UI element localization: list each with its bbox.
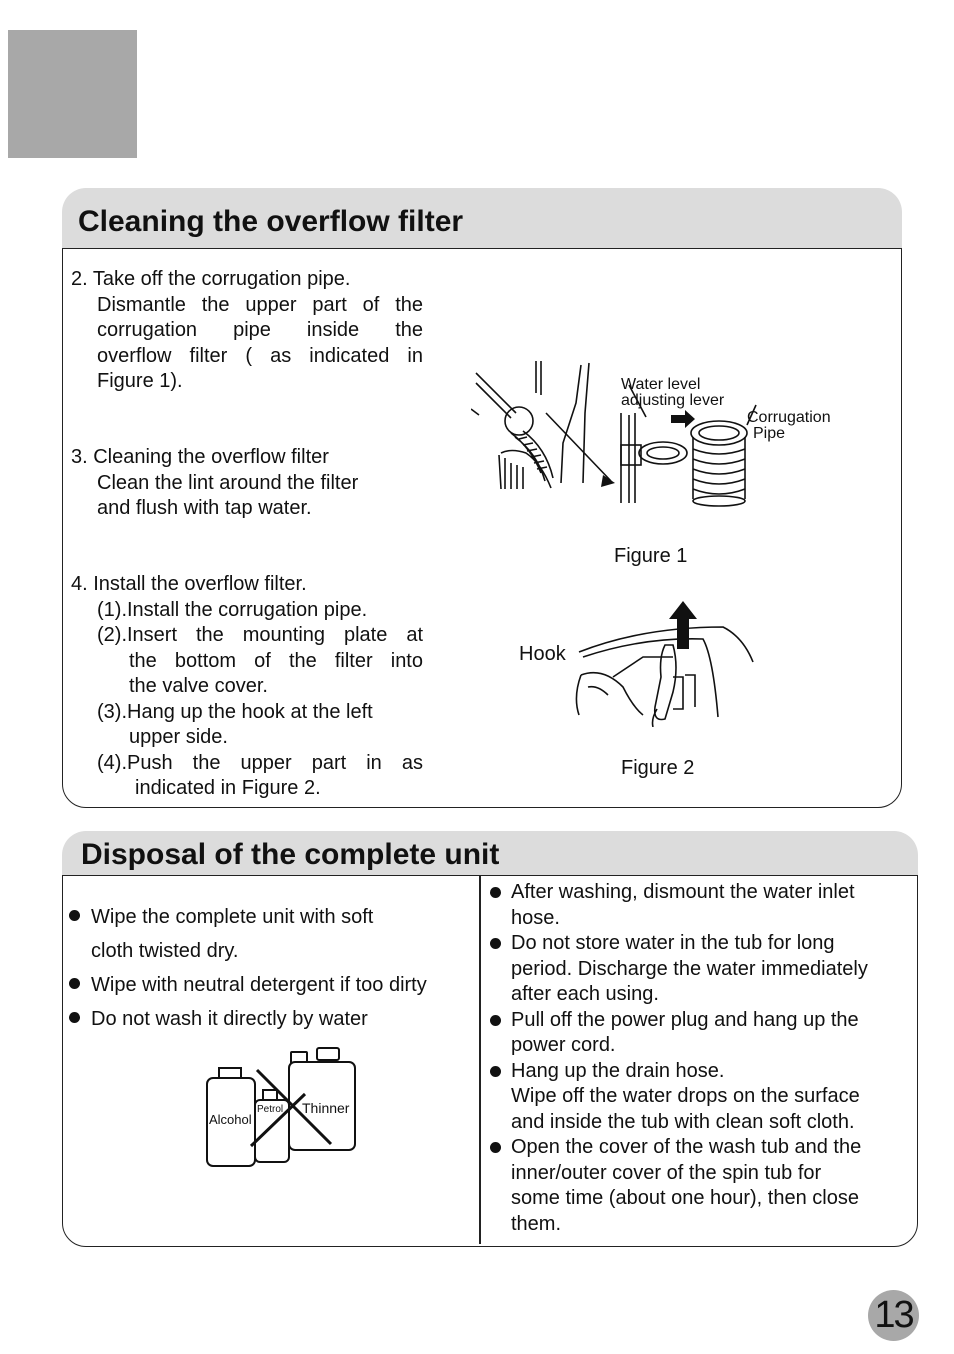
list-item-text: Open the cover of the wash tub and the bbox=[511, 1136, 862, 1158]
step-line: 4. Install the overflow filter. bbox=[71, 573, 307, 595]
section-header bbox=[62, 188, 902, 248]
bullet-icon bbox=[490, 938, 501, 949]
bullet-icon bbox=[69, 910, 80, 921]
step-line: (3).Hang up the hook at the left bbox=[97, 700, 373, 723]
section-body bbox=[62, 875, 918, 1247]
step-line: overflow filter ( as indicated in bbox=[97, 344, 423, 367]
list-item bbox=[63, 1002, 477, 1036]
bullet-icon bbox=[490, 887, 501, 898]
list-item-text: period. Discharge the water immediately bbox=[511, 957, 868, 980]
label-line: adjusting lever bbox=[621, 392, 725, 409]
step-line: upper side. bbox=[129, 726, 228, 748]
bullet-icon bbox=[490, 1142, 501, 1153]
right-care-list bbox=[487, 880, 917, 1237]
label-line: Corrugation bbox=[747, 409, 831, 426]
list-item-text: inner/outer cover of the spin tub for bbox=[511, 1161, 822, 1184]
step-2 bbox=[71, 267, 423, 395]
figure-2-illustration bbox=[573, 597, 758, 727]
list-item-text: hose. bbox=[511, 906, 560, 929]
step-line: Clean the lint around the filter bbox=[97, 471, 359, 494]
step-line: (2).Insert the mounting plate at bbox=[97, 624, 423, 646]
list-item-text: power cord. bbox=[511, 1034, 616, 1056]
bullet-icon bbox=[69, 978, 80, 989]
list-item bbox=[63, 900, 477, 968]
step-line: corrugation pipe inside the bbox=[97, 319, 423, 341]
step-line: Figure 1). bbox=[97, 370, 183, 392]
list-item bbox=[487, 931, 917, 1008]
list-item-text: after each using. bbox=[511, 983, 659, 1005]
bullet-icon bbox=[490, 1015, 501, 1026]
step-line: Dismantle the upper part of the bbox=[97, 293, 423, 316]
step-line: and flush with tap water. bbox=[97, 497, 312, 519]
section-header bbox=[62, 831, 918, 875]
list-item-text: Wipe off the water drops on the surface bbox=[511, 1085, 860, 1107]
column-divider bbox=[479, 876, 481, 1244]
label-line: Pipe bbox=[753, 425, 786, 442]
list-item-text: Wipe the complete unit with soft bbox=[91, 906, 374, 928]
label-line: Water level bbox=[621, 376, 701, 393]
label-thinner: Thinner bbox=[302, 1100, 350, 1116]
label-corrugation-pipe bbox=[747, 410, 831, 442]
list-item bbox=[487, 1008, 917, 1059]
list-item-text: Do not store water in the tub for long bbox=[511, 932, 835, 954]
step-line: (1).Install the corrugation pipe. bbox=[97, 598, 368, 621]
label-alcohol: Alcohol bbox=[209, 1112, 252, 1127]
step-line: the bottom of the filter into bbox=[129, 649, 423, 672]
list-item-text: and inside the tub with clean soft cloth. bbox=[511, 1110, 855, 1133]
list-item bbox=[63, 968, 477, 1002]
left-care-list bbox=[63, 900, 477, 1036]
corner-gray-block bbox=[8, 30, 137, 158]
label-water-level-lever bbox=[621, 377, 724, 409]
list-item-text: Do not wash it directly by water bbox=[91, 1008, 368, 1030]
list-item-text: some time (about one hour), then close bbox=[511, 1187, 859, 1209]
list-item bbox=[487, 880, 917, 931]
list-item-text: Hang up the drain hose. bbox=[511, 1059, 725, 1082]
section-body bbox=[62, 248, 902, 808]
label-hook: Hook bbox=[519, 643, 566, 665]
step-line: 3. Cleaning the overflow filter bbox=[71, 446, 329, 468]
list-item-text: Pull off the power plug and hang up the bbox=[511, 1008, 859, 1031]
step-3 bbox=[71, 445, 423, 522]
figure-2-caption: Figure 2 bbox=[621, 757, 695, 779]
bullet-icon bbox=[490, 1066, 501, 1077]
step-4 bbox=[71, 572, 423, 802]
step-line: indicated in Figure 2. bbox=[135, 777, 321, 799]
list-item-text: them. bbox=[511, 1212, 562, 1235]
step-line: the valve cover. bbox=[129, 675, 268, 697]
label-petrol: Petrol bbox=[257, 1104, 284, 1115]
section-cleaning-overflow-filter bbox=[62, 188, 902, 810]
step-line: 2. Take off the corrugation pipe. bbox=[71, 268, 351, 290]
page-number: 13 bbox=[868, 1290, 919, 1341]
step-line: (4).Push the upper part in as bbox=[97, 751, 423, 774]
list-item-text: After washing, dismount the water inlet bbox=[511, 881, 855, 903]
section-title: Cleaning the overflow filter bbox=[78, 205, 464, 238]
section-disposal bbox=[62, 831, 918, 1249]
section-title: Disposal of the complete unit bbox=[81, 838, 500, 871]
list-item bbox=[487, 1059, 917, 1136]
list-item-text: Wipe with neutral detergent if too dirty bbox=[91, 974, 427, 996]
list-item-text: cloth twisted dry. bbox=[91, 940, 239, 962]
list-item bbox=[487, 1135, 917, 1237]
figure-1-caption: Figure 1 bbox=[614, 545, 688, 567]
bullet-icon bbox=[69, 1012, 80, 1023]
